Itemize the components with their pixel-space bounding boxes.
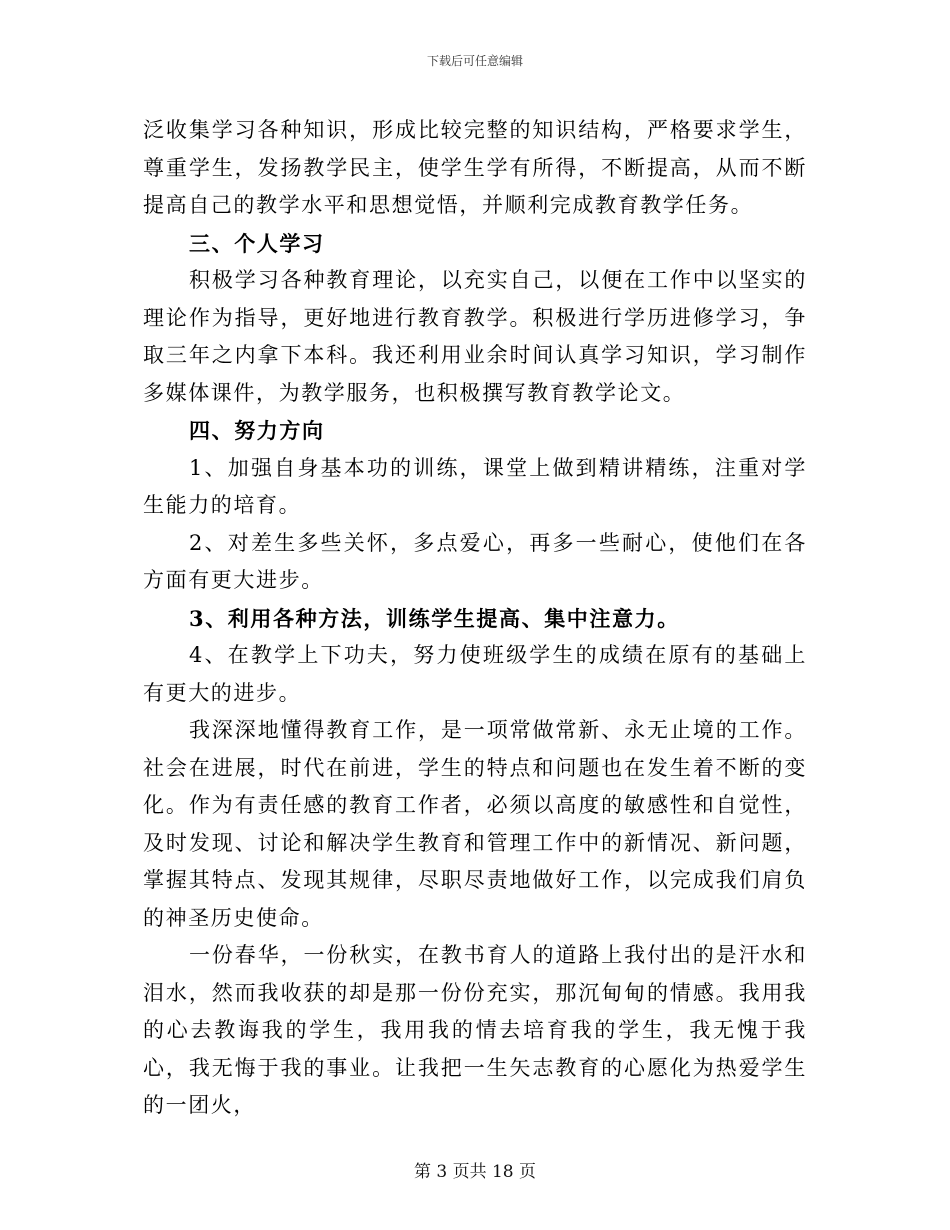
section-heading-direction: 四、努力方向 xyxy=(189,418,325,443)
list-item-3: 3、利用各种方法，训练学生提高、集中注意力。 xyxy=(189,605,680,631)
list-item-4: 4、在教学上下功夫，努力使班级学生的成绩在原有的基础上有更大的进步。 xyxy=(143,643,807,705)
paragraph-continued: 泛收集学习各种知识，形成比较完整的知识结构，严格要求学生，尊重学生，发扬教学民主，使学生学有所得，不断提高，从而不断提高自己的教学水平和思想觉悟，并顺利完成教育教学任务。 xyxy=(143,118,807,217)
page-number: 第 3 页共 18 页 xyxy=(413,1162,537,1182)
paragraph-personal-study: 积极学习各种教育理论，以充实自己，以便在工作中以坚实的理论作为指导，更好地进行教育教学。积极进行学历进修学习，争取三年之内拿下本科。我还利用业余时间认真学习知识，学习制作多媒体课件，为教学服务，也积极撰写教育教学论文。 xyxy=(143,268,807,405)
paragraph-reflection: 我深深地懂得教育工作，是一项常做常新、永无止境的工作。社会在进展，时代在前进，学生的特点和问题也在发生着不断的变化。作为有责任感的教育工作者，必须以高度的敏感性和自觉性，及时发现、讨论和解决学生教育和管理工作中的新情况、新问题，掌握其特点、发现其规律，尽职尽责地做好工作，以完成我们肩负的神圣历史使命。 xyxy=(143,718,807,930)
list-item-1: 1、加强自身基本功的训练，课堂上做到精讲精练，注重对学生能力的培育。 xyxy=(143,455,807,517)
section-heading-personal-study: 三、个人学习 xyxy=(189,230,325,256)
document-body xyxy=(143,112,807,1125)
list-item-2: 2、对差生多些关怀，多点爱心，再多一些耐心，使他们在各方面有更大进步。 xyxy=(143,530,807,592)
page-header: 下载后可任意编辑 xyxy=(426,54,523,68)
paragraph-closing: 一份春华，一份秋实，在教书育人的道路上我付出的是汗水和泪水，然而我收获的却是那一份份充实，那沉甸甸的情感。我用我的心去教诲我的学生，我用我的情去培育我的学生，我无愧于我心，我无悔于我的事业。让我把一生矢志教育的心愿化为热爱学生的一团火， xyxy=(143,943,807,1117)
